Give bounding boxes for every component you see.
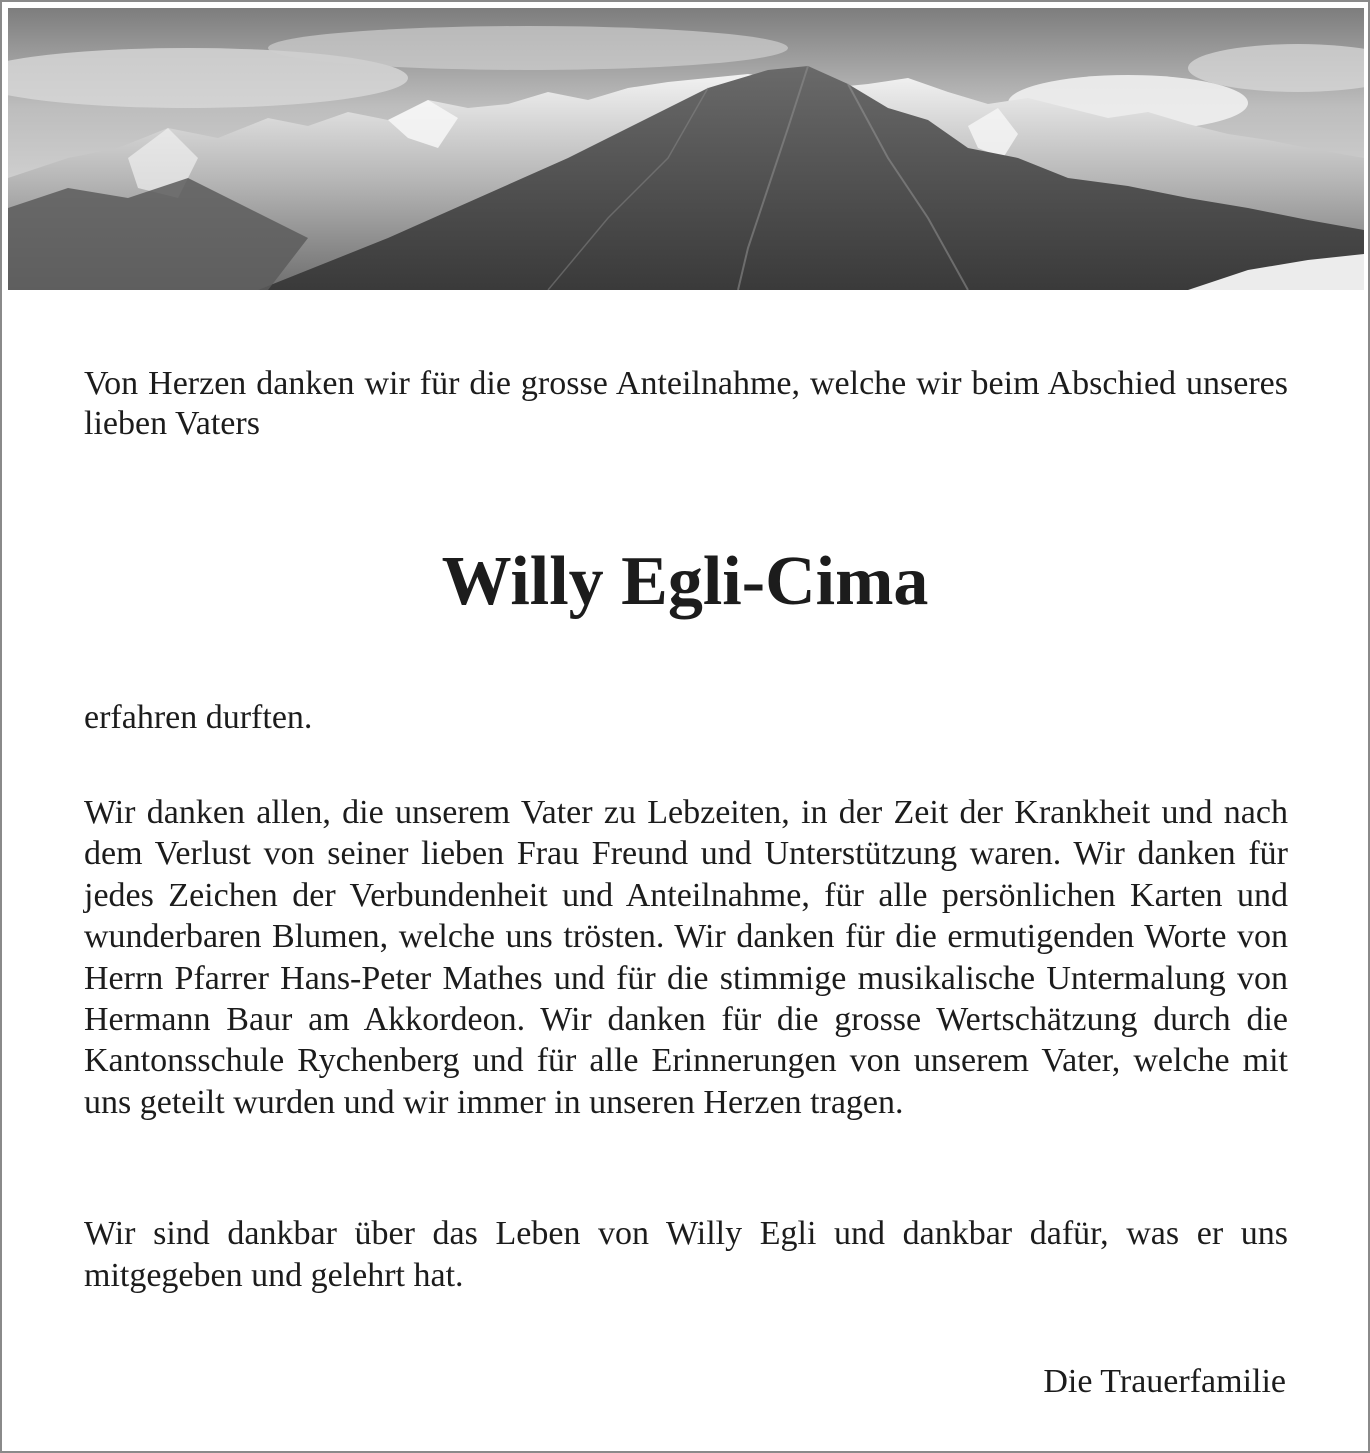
intro-text: Von Herzen danken wir für die grosse Anteilnahme, welche wir beim Abschied unseres lieben Vaters <box>84 365 1288 442</box>
mountain-banner-image <box>8 8 1364 290</box>
signature: Die Trauerfamilie <box>1043 1363 1286 1400</box>
deceased-name: Willy Egli-Cima <box>441 543 929 620</box>
after-name-text: erfahren durften. <box>84 699 313 736</box>
gratitude-paragraph: Wir sind dankbar über das Leben von Willy Egli und dankbar dafür, was er uns mitgegeben und gelehrt hat. <box>84 1215 1288 1294</box>
thanks-paragraph: Wir danken allen, die unserem Vater zu Lebzeiten, in der Zeit der Krankheit und nach dem Verlust von seiner lieben Frau Freund und Unterstützung waren. Wir danken für jedes Zeichen der Verbundenheit und Anteilnahme, für alle persönlichen Karten und wunderbaren Blumen, welche uns trösten. Wir danken für die ermutigenden Worte von Herrn Pfarrer Hans-Peter Mathes und für die stimmige musikalische Untermalung von Hermann Baur am Akkordeon. Wir danken für die grosse Wertschätzung durch die Kantonsschule Rychenberg und für alle Erinnerungen von unserem Vater, welche mit uns geteilt wurden und wir immer in unseren Herzen tragen. <box>84 794 1288 1121</box>
